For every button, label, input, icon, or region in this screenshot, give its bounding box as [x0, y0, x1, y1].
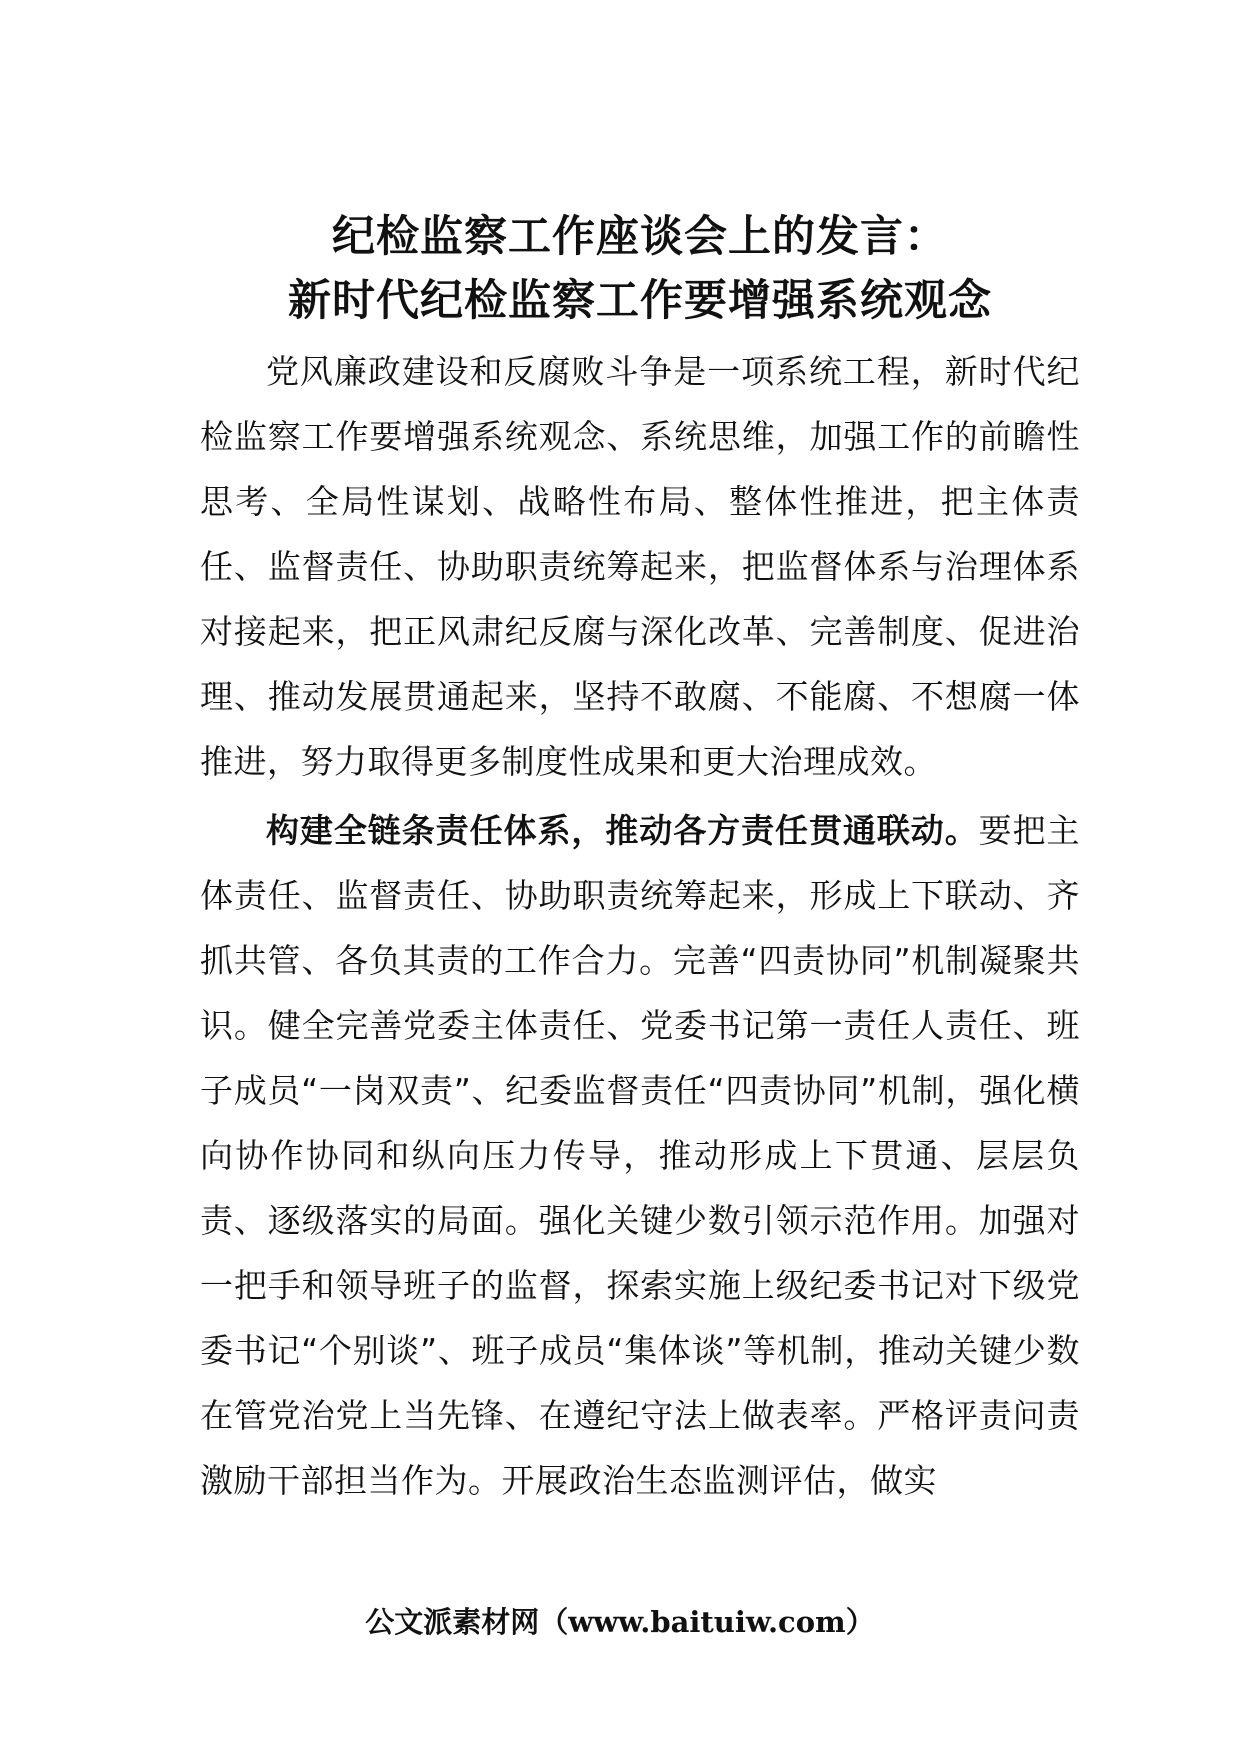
document-page — [200, 205, 1080, 1513]
paragraph-intro: 党风廉政建设和反腐败斗争是一项系统工程，新时代纪检监察工作要增强系统观念、系统思维，加强工作的前瞻性思考、全局性谋划、战略性布局、整体性推进，把主体责任、监督责任、协助职责统筹起来，把监督体系与治理体系对接起来，把正风肃纪反腐与深化改革、完善制度、促进治理、推动发展贯通起来，坚持不敢腐、不能腐、不想腐一体推进，努力取得更多制度性成果和更大治理成效。 — [200, 352, 1080, 781]
title-line-1: 纪检监察工作座谈会上的发言： — [332, 212, 948, 262]
paragraph-lead-heading: 构建全链条责任体系，推动各方责任贯通联动。 — [266, 811, 979, 850]
paragraph-responsibility — [200, 798, 1080, 1513]
paragraph-body: 要把主体责任、监督责任、协助职责统筹起来，形成上下联动、齐抓共管、各负其责的工作合力。完善“四责协同”机制凝聚共识。健全完善党委主体责任、党委书记第一责任人责任、班子成员“一岗双责”、纪委监督责任“四责协同”机制，强化横向协作协同和纵向压力传导，推动形成上下贯通、层层负责、逐级落实的局面。强化关键少数引领示范作用。加强对一把手和领导班子的监督，探索实施上级纪委书记对下级党委书记“个别谈”、班子成员“集体谈”等机制，推动关键少数在管党治党上当先锋、在遵纪守法上做表率。严格评责问责激励干部担当作为。开展政治生态监测评估，做实 — [200, 811, 1081, 1500]
document-title — [200, 205, 1080, 333]
title-line-2: 新时代纪检监察工作要增强系统观念 — [288, 276, 992, 326]
source-footer: 公文派素材网（www.baituiw.com） — [365, 1605, 875, 1639]
